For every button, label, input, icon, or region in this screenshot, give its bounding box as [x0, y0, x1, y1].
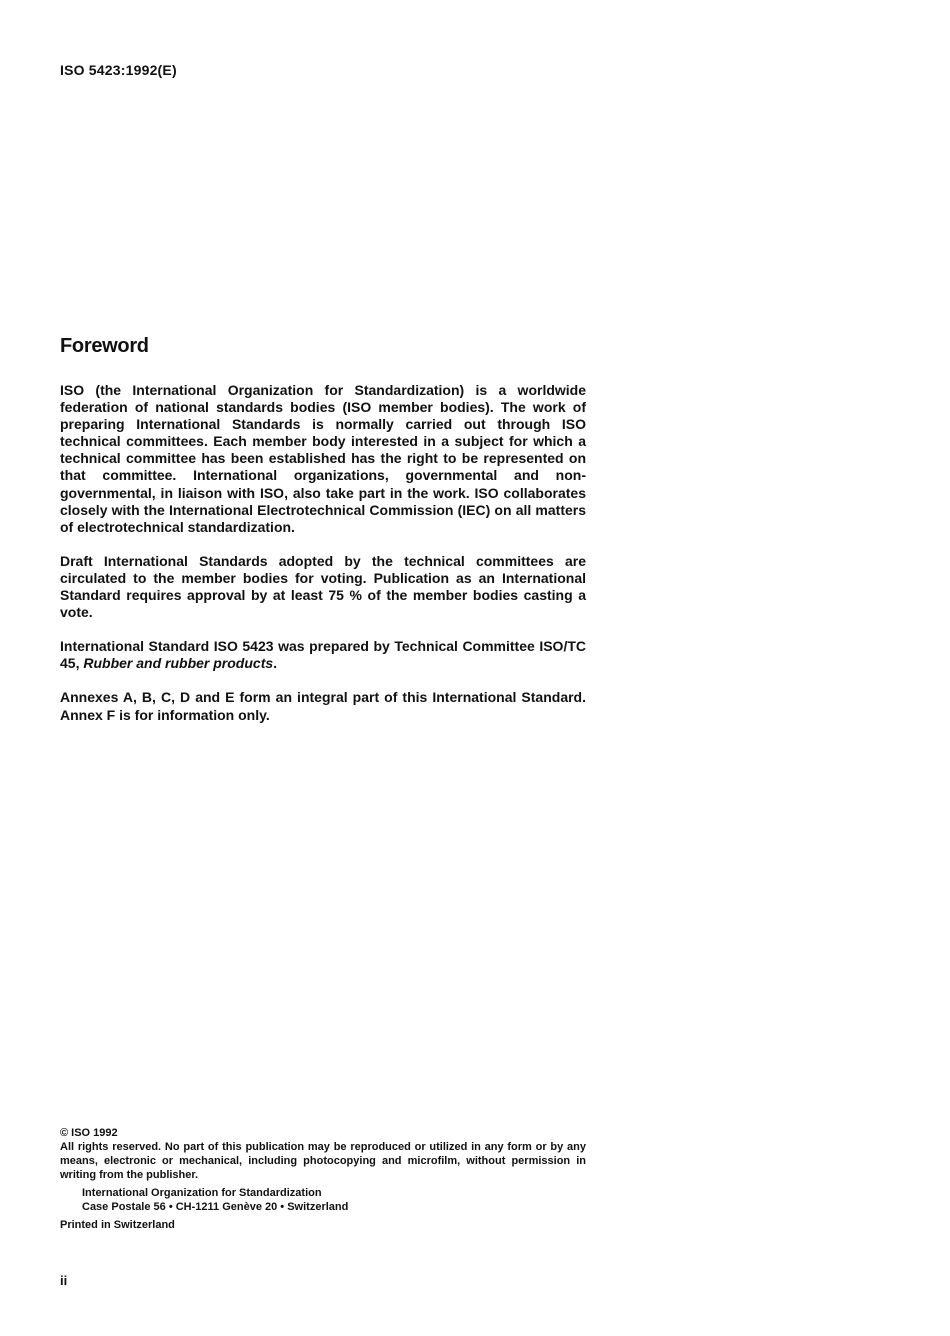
copyright-symbol-line: © ISO 1992 [60, 1127, 118, 1139]
publisher-address [60, 1186, 586, 1214]
rights-statement: All rights reserved. No part of this publication may be reproduced or utilized in any form or by any means, electronic or mechanical, including photocopying and microfilm, without permission in writing from the publisher. [60, 1141, 586, 1181]
foreword-paragraph-drafts: Draft International Standards adopted by the technical committees are circulated to the member bodies for voting. Publication as an International Standard requires approval by at least 75 % of the member bodies casting a vote. [60, 552, 586, 621]
committee-title: Rubber and rubber products [83, 655, 274, 672]
prepared-by-prefix: International Standard ISO 5423 was prepared by Technical Committee ISO/TC 45, [60, 638, 586, 672]
foreword-heading: Foreword [60, 335, 149, 357]
organization-name: International Organization for Standardization [82, 1187, 322, 1199]
document-id: ISO 5423:1992(E) [60, 62, 177, 78]
foreword-paragraph-annexes: Annexes A, B, C, D and E form an integral part of this International Standard. Annex F is for information only. [60, 689, 586, 723]
foreword-paragraph-prepared [60, 638, 586, 672]
printed-location: Printed in Switzerland [60, 1219, 175, 1231]
copyright-block [60, 1126, 586, 1232]
postal-address: Case Postale 56 • CH-1211 Genève 20 • Switzerland [82, 1201, 349, 1213]
foreword-paragraph-iso: ISO (the International Organization for Standardization) is a worldwide federation of national standards bodies (ISO member bodies). The work of preparing International Standards is normally carried out through ISO technical committees. Each member body interested in a subject for which a technical committee has been established has the right to be represented on that committee. International organizations, governmental and non-governmental, in liaison with ISO, also take part in the work. ISO collaborates closely with the International Electrotechnical Commission (IEC) on all matters of electrotechnical standardization. [60, 382, 586, 535]
page-number: ii [60, 1273, 68, 1288]
prepared-by-suffix: . [273, 655, 278, 672]
foreword-body [60, 382, 586, 724]
